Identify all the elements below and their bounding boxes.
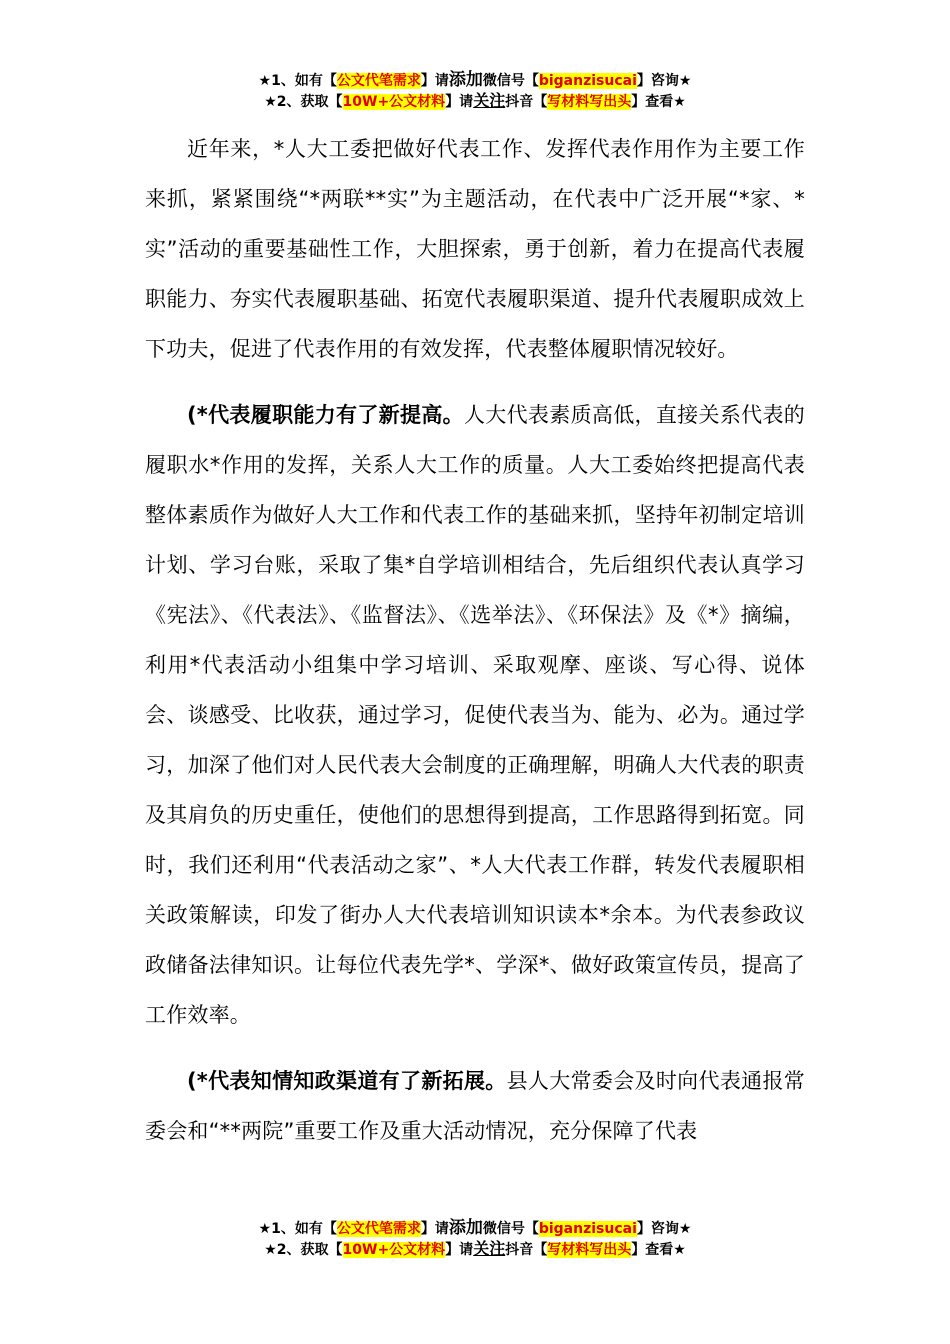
promo-highlight: 公文代笔需求 <box>336 1221 421 1237</box>
promo-header <box>0 70 950 112</box>
promo-wechat-id: biganzisucai <box>538 1221 637 1237</box>
promo-highlight: 10W+公文材料 <box>342 94 446 110</box>
promo-douyin-id: 写材料写出头 <box>547 1242 632 1258</box>
paragraph-training: (*代表履职能力有了新提高。人大代表素质高低，直接关系代表的履职水*作用的发挥，关系人大工作的质量。人大工委始终把提高代表整体素质作为做好人大工作和代表工作的基础来抓，坚持年初制定培训计划、学习台账，采取了集*自学培训相结合，先后组织代表认真学习《宪法》、《代表法》、《监督法》、《选举法》、《环保法》及《*》摘编，利用*代表活动小组集中学习培训、采取观摩、座谈、写心得、说体会、谈感受、比收获，通过学习，促使代表当为、能为、必为。通过学习，加深了他们对人民代表大会制度的正确理解，明确人大代表的职责及其肩负的历史重任，使他们的思想得到提高，工作思路得到拓宽。同时，我们还利用“代表活动之家”、*人大代表工作群，转发代表履职相关政策解读，印发了街办人大代表培训知识读本*余本。为代表参政议政储备法律知识。让每位代表先学*、学深*、做好政策宣传员，提高了工作效率。 <box>145 403 805 1027</box>
promo-line-2: ★2、获取【10W+公文材料】请关注抖音【写材料写出头】查看★ <box>264 91 686 110</box>
promo-highlight: 公文代笔需求 <box>336 73 421 89</box>
paragraph-channels: (*代表知情知政渠道有了新拓展。县人大常委会及时向代表通报常委会和“**两院”重要工作及重大活动情况，充分保障了代表 <box>145 1069 805 1143</box>
promo-footer <box>0 1218 950 1260</box>
section-heading: (*代表知情知政渠道有了新拓展。 <box>187 1069 507 1093</box>
promo-douyin-id: 写材料写出头 <box>547 94 632 110</box>
promo-wechat-id: biganzisucai <box>538 73 637 89</box>
promo-highlight: 10W+公文材料 <box>342 1242 446 1258</box>
paragraph-intro: 近年来，*人大工委把做好代表工作、发挥代表作用作为主要工作来抓，紧紧围绕“*两联**实”为主题活动，在代表中广泛开展“*家、*实”活动的重要基础性工作，大胆探索，勇于创新，着力在提高代表履职能力、夯实代表履职基础、拓宽代表履职渠道、提升代表履职成效上下功夫，促进了代表作用的有效发挥，代表整体履职情况较好。 <box>145 137 805 361</box>
promo-line-1: ★1、如有【公文代笔需求】请添加微信号【biganzisucai】咨询★ <box>258 70 692 90</box>
promo-line-2: ★2、获取【10W+公文材料】请关注抖音【写材料写出头】查看★ <box>264 1239 686 1258</box>
section-heading: (*代表履职能力有了新提高。 <box>187 403 464 427</box>
document-body <box>145 124 805 1172</box>
promo-line-1: ★1、如有【公文代笔需求】请添加微信号【biganzisucai】咨询★ <box>258 1218 692 1238</box>
